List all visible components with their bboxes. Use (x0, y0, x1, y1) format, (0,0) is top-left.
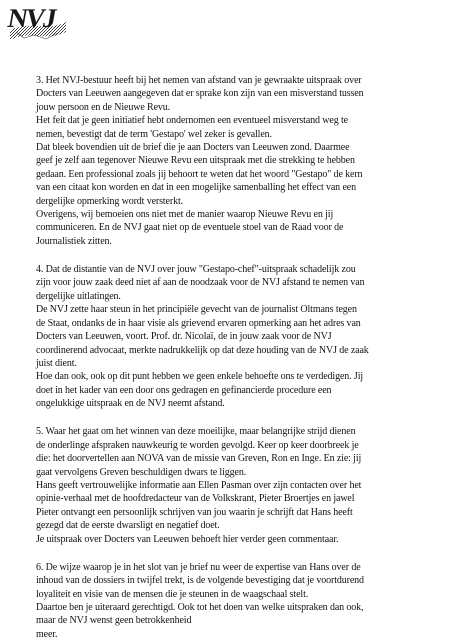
section-5-line: de onderlinge afspraken nauwkeurig te worden gevolgd. Keer op keer doorbreek je (36, 439, 359, 451)
section-6-line: maar de NVJ wenst geen betrokkenheid (36, 615, 192, 627)
section-5-line: opinie-verhaal met de hoofdredacteur van de Volkskrant, Pieter Broertjes en jawel (36, 493, 355, 505)
section-4-line: ongelukkige uitspraak en de NVJ neemt afstand. (36, 398, 225, 410)
section-6-line: Daartoe ben je uiteraard gerechtigd. Ook tot het doen van welke uitspraken dan ook, (36, 602, 364, 614)
section-5-line: gaat vervolgens Greven beschuldigen dwars te liggen. (36, 466, 247, 478)
section-4 (36, 263, 466, 410)
section-3 (36, 74, 466, 248)
section-4-line: 4. Dat de distantie van de NVJ over jouw "Gestapo-chef"-uitspraak schadelijk zou (36, 264, 356, 276)
section-6-line: meer. (36, 628, 58, 640)
section-3-line: nemen, bevestigt dat de term 'Gestapo' wel zeker is gevallen. (36, 128, 272, 140)
section-3-line: van een citaat kon worden en dat in een mogelijke samenballing het effect van een (36, 182, 356, 194)
section-5-line: die: het doorvertellen aan NOVA van de missie van Greven, Ron en Inge. En zie: jij (36, 453, 362, 465)
section-6-line: 6. De wijze waarop je in het slot van je brief nu weer de expertise van Hans over de (36, 561, 361, 573)
section-5-line: 5. Waar het gaat om het winnen van deze moeilijke, maar belangrijke strijd dienen (36, 426, 356, 438)
section-5-line: Hans geeft vertrouwelijke informatie aan Ellen Pasman over zijn contacten over het (36, 479, 362, 491)
nvj-logo-text: NVJ (5, 3, 58, 33)
section-4-line: dergelijke uitlatingen. (36, 290, 121, 302)
section-4-line: zijn voor jouw zaak deed niet af aan de noodzaak voor de NVJ afstand te nemen van (36, 277, 365, 289)
section-5-line: Je uitspraak over Docters van Leeuwen behoeft hier verder geen commentaar. (36, 533, 339, 545)
section-4-line: De NVJ zette haar steun in het principiële gevecht van de journalist Oltmans tegen (36, 304, 357, 316)
section-4-line: juist dient. (36, 357, 77, 369)
section-6-line: loyaliteit en visie van de mensen die je steunen in de waagschaal stelt. (36, 588, 309, 600)
section-3-line: Journalistiek zitten. (36, 235, 112, 247)
nvj-logo (4, 2, 68, 42)
section-3-line: gedaan. Een professional zoals jij behoort te weten dat het woord "Gestapo" de kern (36, 168, 363, 180)
section-4-line: coordinerend advocaat, merkte nadrukkelijk op dat deze houding van de NVJ de zaak (36, 344, 369, 356)
nvj-logo-icon (4, 2, 68, 42)
section-5-line: Pieter ontvangt een persoonlijk schrijven van jou waarin je schrijft dat Hans heeft (36, 506, 353, 518)
section-3-line: communiceren. En de NVJ gaat niet op de eventuele stoel van de Raad voor de (36, 222, 344, 234)
section-4-line: de Staat, ondanks de in haar visie als grievend ervaren opmerking aan het adres van (36, 317, 361, 329)
section-5-line: gezegd dat de eerste dwarsligt en negatief doet. (36, 520, 220, 532)
section-3-line: Dat bleek bovendien uit de brief die je aan Docters van Leeuwen zond. Daarmee (36, 142, 350, 154)
section-3-line: Docters van Leeuwen aangegeven dat er sprake kon zijn van een misverstand tussen (36, 88, 364, 100)
section-3-line: 3. Het NVJ-bestuur heeft bij het nemen van afstand van je gewraakte uitspraak over (36, 75, 362, 86)
section-3-line: jouw persoon en de Nieuwe Revu. (36, 101, 171, 113)
letter-body (36, 74, 466, 643)
section-3-line: Het feit dat je geen initiatief hebt ondernomen een eventueel misverstand weg te (36, 115, 348, 127)
section-5 (36, 425, 466, 546)
section-3-line: geef je zelf aan tegenover Nieuwe Revu een uitspraak met die strekking te hebben (36, 155, 355, 167)
section-6 (36, 561, 466, 641)
section-3-line: dergelijke opmerking wordt versterkt. (36, 195, 184, 207)
section-3-line: Overigens, wij bemoeien ons niet met de manier waarop Nieuwe Revu en jij (36, 209, 334, 221)
section-4-line: Docters van Leeuwen, voort. Prof. dr. Nicolaï, de in jouw zaak voor de NVJ (36, 331, 332, 343)
section-4-line: doet in het kader van een door ons gedragen en gefinancierde procedure een (36, 384, 332, 396)
section-4-line: Hoe dan ook, ook op dit punt hebben we geen enkele behoefte ons te verdedigen. Jij (36, 371, 364, 383)
section-6-line: inhoud van de dossiers in twijfel trekt, is de volgende bevestiging dat je voortdurend (36, 575, 364, 587)
